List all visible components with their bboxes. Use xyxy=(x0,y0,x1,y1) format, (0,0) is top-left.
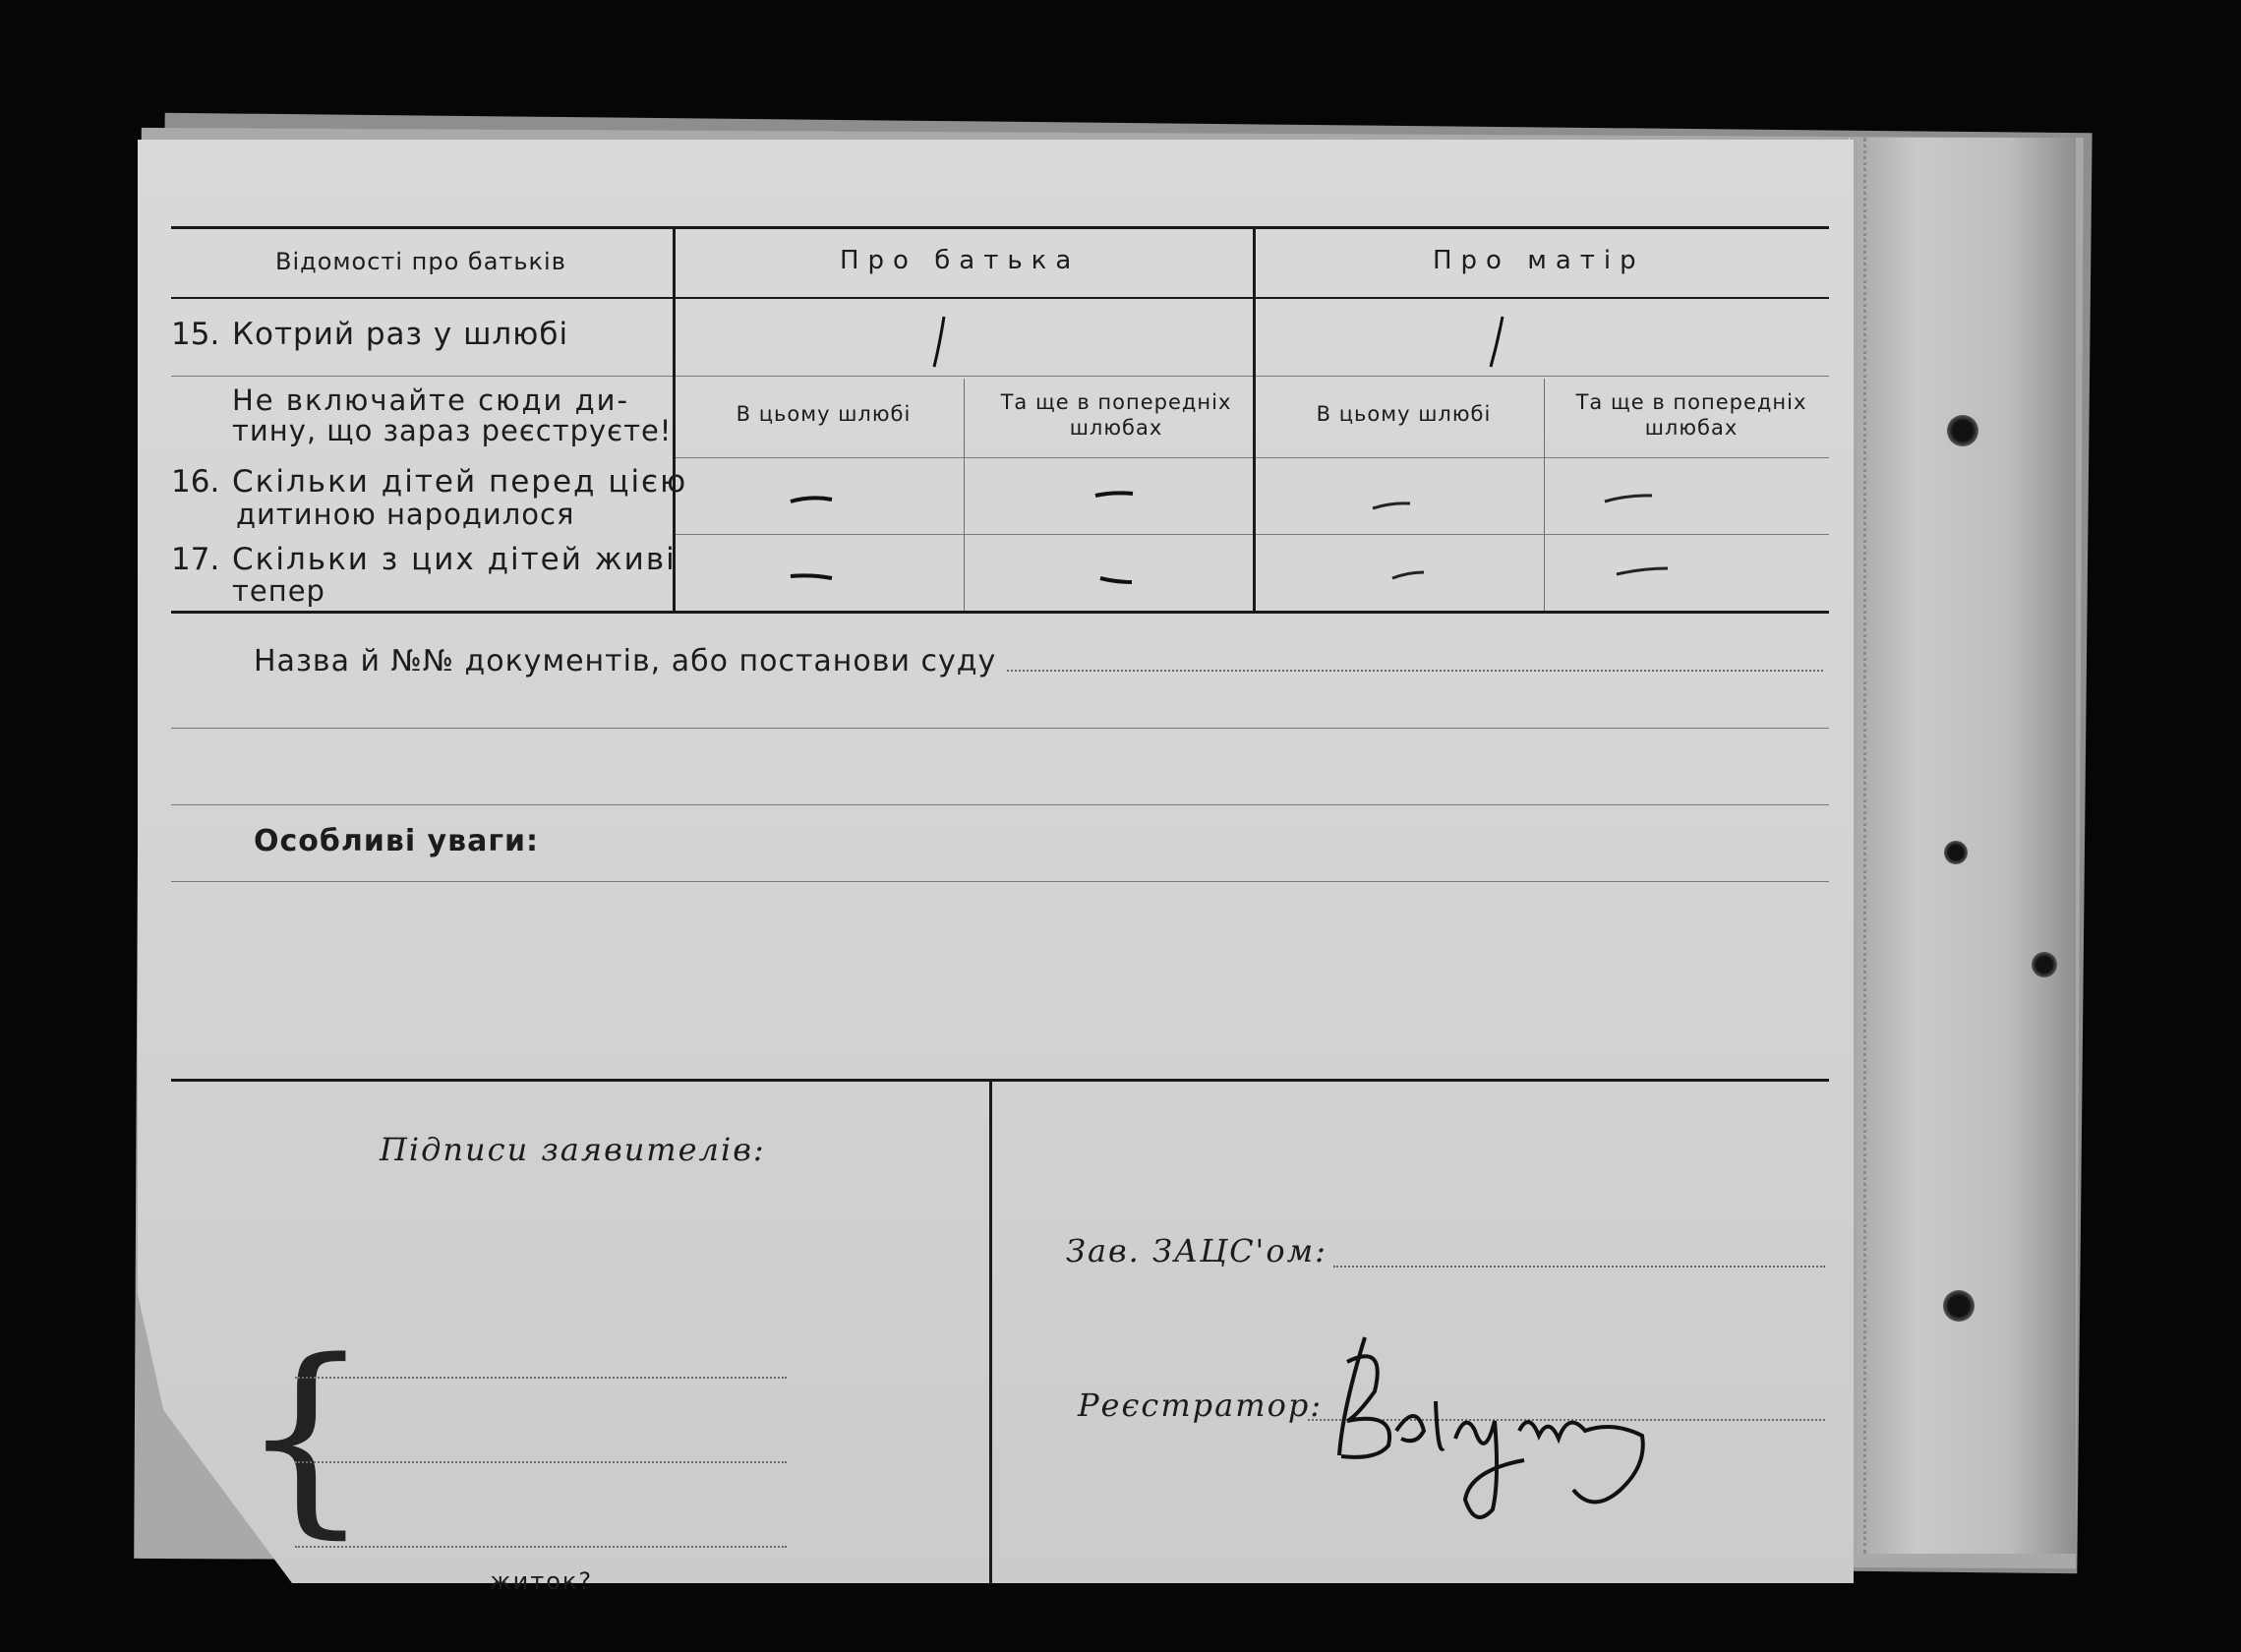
note-line: Не включайте сюди ди- xyxy=(232,384,629,417)
signature-line xyxy=(1333,1266,1825,1268)
table-header-rule xyxy=(171,297,1829,299)
question-number: 17. xyxy=(171,542,220,577)
question-label: Котрий раз у шлюбі xyxy=(232,317,569,352)
handwritten-dash xyxy=(787,568,836,584)
punch-hole xyxy=(1947,415,1978,446)
question-label: дитиною народилося xyxy=(236,498,575,531)
documents-label: Назва й №№ документів, або постанови суду xyxy=(254,644,997,678)
question-number: 15. xyxy=(171,317,220,352)
question-label: тепер xyxy=(232,574,325,608)
subheader-previous: Та ще в попередніх шлюбах xyxy=(1000,390,1232,440)
table-bottom-rule xyxy=(171,611,1829,614)
handwritten-dash xyxy=(1369,497,1414,512)
signature-line xyxy=(295,1546,787,1548)
handwritten-mother-answer xyxy=(1481,313,1510,372)
header-about-father: Про батька xyxy=(840,246,1081,275)
row-divider xyxy=(675,534,1829,535)
registrar-signature xyxy=(1327,1323,1691,1534)
header-parents-info: Відомості про батьків xyxy=(275,248,566,275)
ruled-line xyxy=(171,881,1829,882)
ruled-line xyxy=(171,804,1829,805)
question-label: Скільки з цих дітей живі xyxy=(232,542,677,577)
handwritten-father-answer xyxy=(924,313,954,372)
punch-hole xyxy=(2032,952,2057,977)
perforation xyxy=(1863,138,1866,1554)
handwritten-dash xyxy=(1601,490,1656,505)
header-about-mother: Про матір xyxy=(1433,246,1645,275)
handwritten-dash xyxy=(1613,562,1672,578)
handwritten-dash xyxy=(787,492,836,507)
bottom-fragment: житок? xyxy=(490,1567,594,1595)
handwritten-dash xyxy=(1388,566,1428,582)
subheader-this-marriage: В цьому шлюбі xyxy=(1316,402,1492,426)
head-of-office-label: Зав. ЗАЦС'ом: xyxy=(1066,1232,1327,1269)
brace: { xyxy=(240,1316,372,1557)
handwritten-dash xyxy=(1091,486,1137,502)
row-divider xyxy=(171,376,1829,377)
signature-line xyxy=(295,1377,787,1379)
dotted-fill-line xyxy=(1007,670,1823,672)
question-label: Скільки дітей перед цією xyxy=(232,464,688,500)
ruled-line xyxy=(171,728,1829,729)
question-number: 16. xyxy=(171,464,220,500)
signature-line xyxy=(295,1461,787,1463)
subheader-this-marriage: В цьому шлюбі xyxy=(736,402,912,426)
applicants-signatures-label: Підписи заявителів: xyxy=(380,1131,766,1168)
column-divider xyxy=(964,379,965,611)
punch-hole xyxy=(1943,1290,1975,1322)
table-top-rule xyxy=(171,226,1829,229)
punch-hole xyxy=(1944,841,1968,864)
remarks-label: Особливі уваги: xyxy=(254,824,540,858)
note-line: тину, що зараз реєструєте! xyxy=(232,414,673,447)
row-divider xyxy=(675,457,1829,458)
signature-divider xyxy=(989,1082,992,1583)
registrar-label: Реєстратор: xyxy=(1078,1386,1324,1424)
subheader-previous: Та ще в попередніх шлюбах xyxy=(1575,390,1807,440)
signature-section-rule xyxy=(171,1079,1829,1082)
column-divider xyxy=(1544,379,1545,611)
handwritten-dash xyxy=(1096,572,1136,588)
